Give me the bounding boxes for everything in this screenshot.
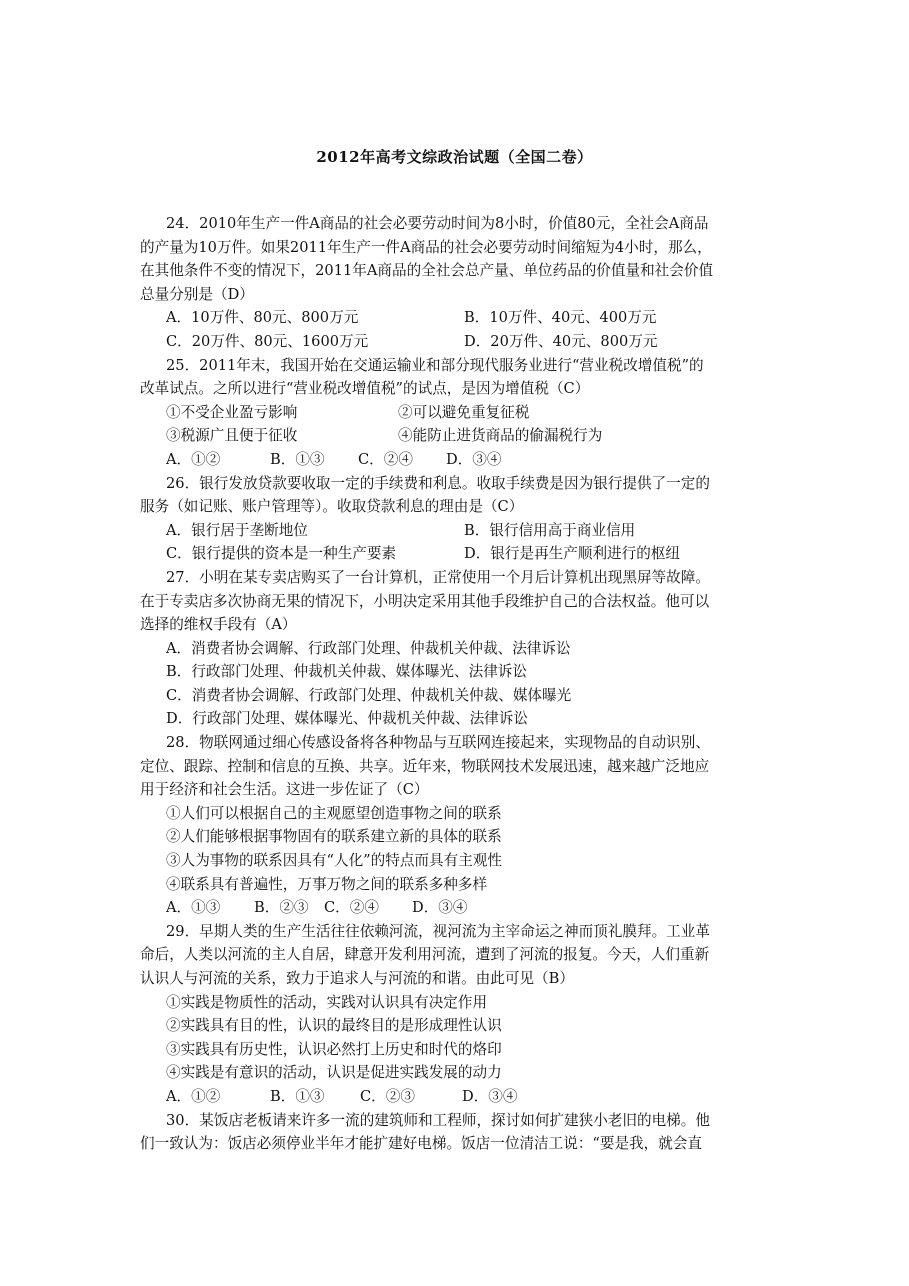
q27-stem-line-3: 选择的维权手段有（A） — [140, 616, 297, 634]
q25-items-row-2 — [140, 424, 768, 448]
q29-option-d: D．③④ — [462, 1087, 518, 1105]
q24-stem-line-1: 24．2010年生产一件A商品的社会必要劳动时间为8小时，价值80元，全社会A商品 — [166, 215, 709, 232]
q29-option-a: A．①② — [166, 1087, 221, 1105]
q25-option-d: D．③④ — [446, 450, 502, 468]
q26-stem-line-1: 26．银行发放贷款要收取一定的手续费和利息。收取手续费是因为银行提供了一定的 — [166, 474, 710, 492]
q26-stem-line-2: 服务（如记账、账户管理等）。收取贷款利息的理由是（C） — [140, 498, 524, 516]
q24-options-row-2 — [140, 330, 768, 354]
q29-stem-line-2: 命后，人类以河流的主人自居，肆意开发利用河流，遭到了河流的报复。今天，人们重新 — [140, 946, 710, 964]
q28-options-row — [140, 896, 768, 920]
q29-stem-line-3: 认识人与河流的关系，致力于追求人与河流的和谐。由此可见（B） — [140, 970, 574, 987]
q26-option-a: A．银行居于垄断地位 — [166, 521, 308, 539]
q29-option-c: C．②③ — [360, 1087, 415, 1105]
q28-stem-line-2: 定位、跟踪、控制和信息的互换、共享。近年来，物联网技术发展迅速，越来越广泛地应 — [140, 757, 710, 775]
q29-item-1: ①实践是物质性的活动，实践对认识具有决定作用 — [166, 993, 488, 1011]
q28-item-1: ①人们可以根据自己的主观愿望创造事物之间的联系 — [166, 804, 502, 822]
q27-option-a: A．消费者协会调解、行政部门处理、仲裁机关仲裁、法律诉讼 — [166, 639, 571, 657]
q24-options-row-1 — [140, 306, 768, 330]
q27-stem-line-2: 在于专卖店多次协商无果的情况下，小明决定采用其他手段维护自己的合法权益。他可以 — [140, 592, 710, 610]
q28-stem-line-3: 用于经济和社会生活。这进一步佐证了（C） — [140, 781, 429, 799]
q28-item-2: ②人们能够根据事物固有的联系建立新的具体的联系 — [166, 828, 502, 846]
q24-option-b: B．10万件、40元、400万元 — [464, 309, 657, 327]
q28-option-a: A．①③ — [166, 899, 221, 917]
q28-option-d: D．③④ — [412, 899, 468, 917]
q30-stem-line-1: 30．某饭店老板请来许多一流的建筑师和工程师，探讨如何扩建狭小老旧的电梯。他 — [166, 1111, 710, 1129]
q24-option-c: C．20万件、80元、1600万元 — [166, 332, 369, 350]
q25-item-3: ③税源广且便于征收 — [166, 427, 298, 445]
q28-item-3: ③人为事物的联系因具有“人化”的特点而具有主观性 — [166, 852, 502, 870]
q25-options-row — [140, 448, 768, 472]
q25-item-4: ④能防止进货商品的偷漏税行为 — [398, 427, 603, 445]
q27-option-d: D．行政部门处理、媒体曝光、仲裁机关仲裁、法律诉讼 — [166, 710, 528, 728]
q25-stem-line-2: 改革试点。之所以进行“营业税改增值税”的试点，是因为增值税（C） — [140, 380, 590, 398]
q25-stem-line-1: 25．2011年末，我国开始在交通运输业和部分现代服务业进行“营业税改增值税”的 — [166, 356, 704, 374]
q26-options-row-1 — [140, 519, 768, 543]
q25-option-b: B．①③ — [270, 450, 325, 468]
q29-item-4: ④实践是有意识的活动，认识是促进实践发展的动力 — [166, 1064, 502, 1082]
q24-stem-line-3: 在其他条件不变的情况下，2011年A商品的全社会总产量、单位药品的价值量和社会价值 — [140, 262, 714, 280]
q29-options-row — [140, 1085, 768, 1109]
document-title: 2012年高考文综政治试题（全国二卷） — [316, 148, 593, 166]
q26-option-c: C．银行提供的资本是一种生产要素 — [166, 545, 397, 563]
q25-item-1: ①不受企业盈亏影响 — [166, 403, 298, 421]
q24-option-d: D．20万件、40元、800万元 — [464, 332, 658, 350]
q30-stem-line-2: 们一致认为：饭店必须停业半年才能扩建好电梯。饭店一位清洁工说：“要是我，就会直 — [140, 1135, 703, 1153]
q24-stem-line-4: 总量分别是（D） — [140, 285, 254, 303]
document-body — [140, 212, 768, 1156]
q27-option-c: C．消费者协会调解、行政部门处理、仲裁机关仲裁、媒体曝光 — [166, 686, 572, 704]
q26-option-d: D．银行是再生产顺利进行的枢纽 — [464, 545, 681, 563]
q28-item-4: ④联系具有普遍性，万事万物之间的联系多种多样 — [166, 875, 488, 893]
q25-items-row-1 — [140, 401, 768, 425]
q27-option-b: B．行政部门处理、仲裁机关仲裁、媒体曝光、法律诉讼 — [166, 663, 527, 681]
q24-option-a: A．10万件、80元、800万元 — [166, 309, 359, 327]
q26-option-b: B．银行信用高于商业信用 — [464, 521, 636, 539]
q24-stem-line-2: 的产量为10万件。如果2011年生产一件A商品的社会必要劳动时间缩短为4小时，那么， — [140, 238, 712, 256]
q28-option-b: B．②③ — [254, 899, 309, 917]
q29-option-b: B．①③ — [270, 1087, 325, 1105]
q29-item-2: ②实践具有目的性，认识的最终目的是形成理性认识 — [166, 1017, 502, 1035]
q26-options-row-2 — [140, 542, 768, 566]
q25-option-c: C．②④ — [358, 450, 413, 468]
q29-stem-line-1: 29．早期人类的生产生活往往依赖河流，视河流为主宰命运之神而顶礼膜拜。工业革 — [166, 922, 710, 940]
q28-option-c: C．②④ — [324, 899, 379, 917]
q25-option-a: A．①② — [166, 450, 221, 468]
q27-stem-line-1: 27．小明在某专卖店购买了一台计算机，正常使用一个月后计算机出现黑屏等故障。 — [166, 568, 710, 586]
q29-item-3: ③实践具有历史性，认识必然打上历史和时代的烙印 — [166, 1040, 502, 1058]
q28-stem-line-1: 28．物联网通过细心传感设备将各种物品与互联网连接起来，实现物品的自动识别、 — [166, 734, 710, 752]
q25-item-2: ②可以避免重复征税 — [398, 403, 530, 421]
